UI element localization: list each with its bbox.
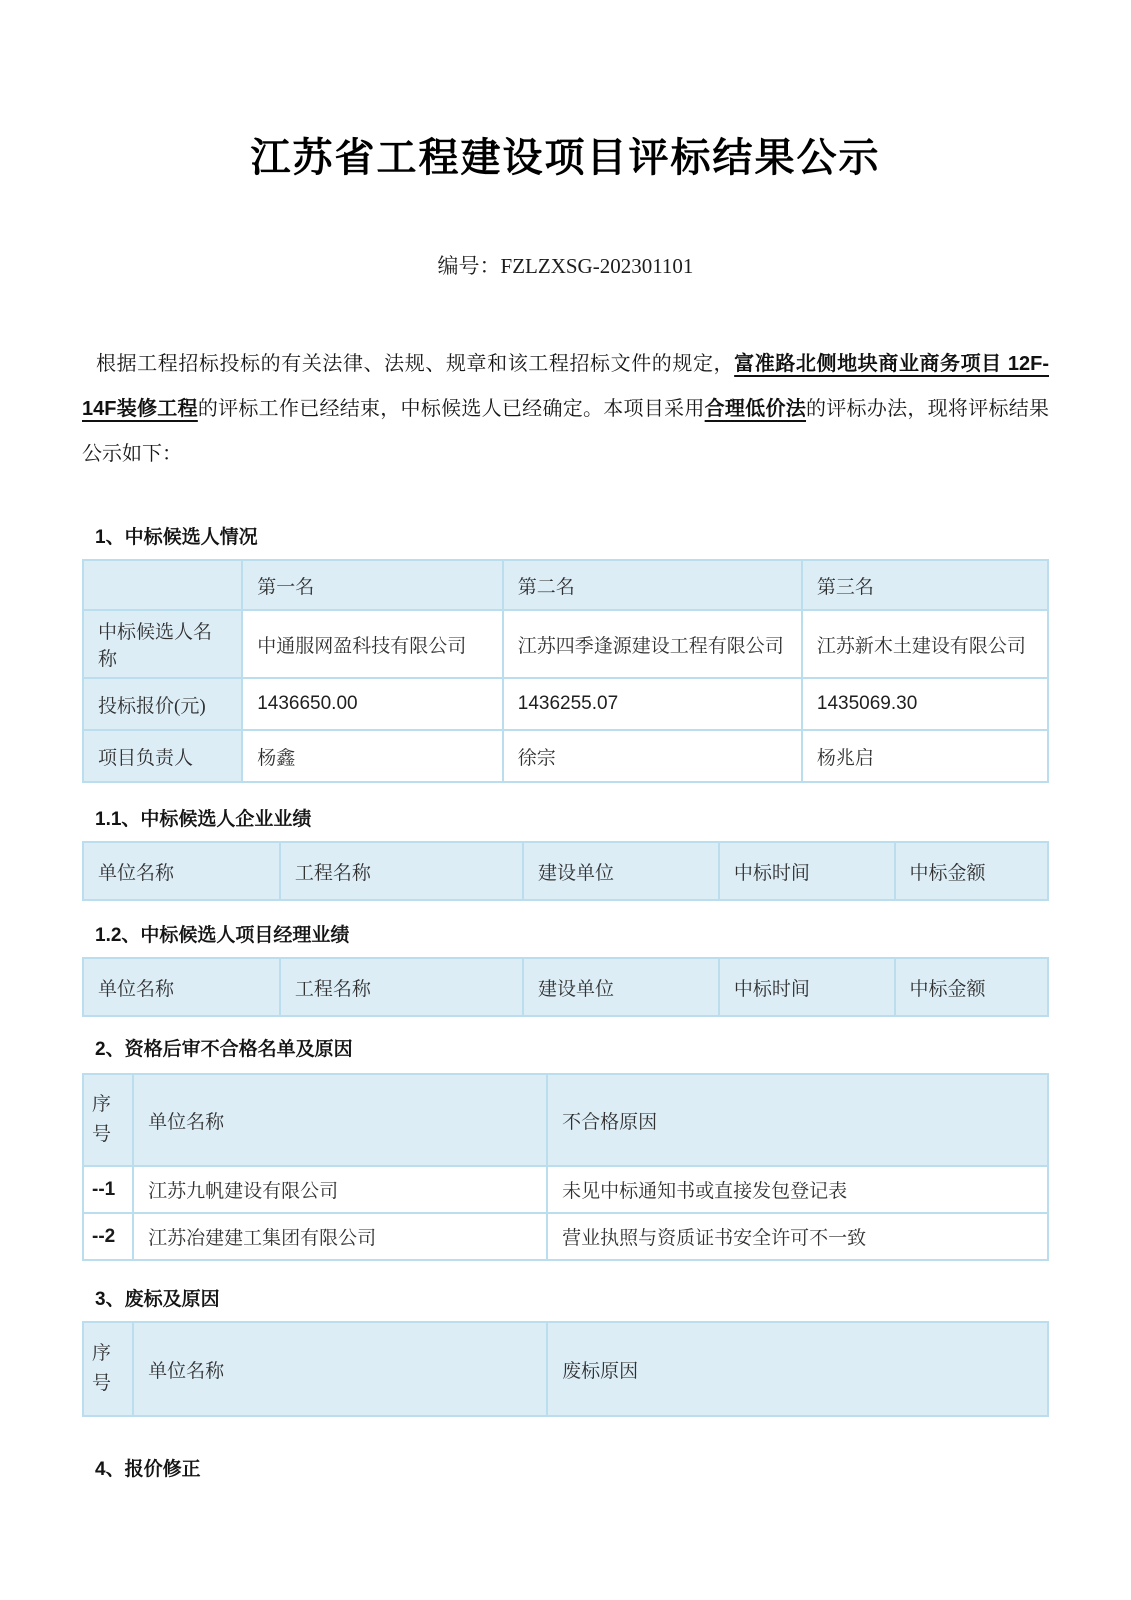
intro-text-3: 的评标办法，现将评标结果公示如下： — [82, 398, 1050, 465]
evaluation-method: 合理低价法 — [704, 398, 807, 420]
rank-3-header: 第三名 — [802, 560, 1048, 610]
page-title: 江苏省工程建设项目评标结果公示 — [250, 135, 881, 180]
table-row-project-managers — [83, 730, 1048, 782]
section-heading-manager-performance: 1.2、中标候选人项目经理业绩 — [95, 925, 350, 946]
candidate-1-manager: 杨鑫 — [242, 730, 503, 782]
col-header-fail-reason: 不合格原因 — [547, 1074, 1048, 1166]
col-header-unit-name: 单位名称 — [133, 1322, 547, 1416]
intro-paragraph — [82, 342, 1049, 477]
project-name: 富准路北侧地块商业商务项目 12F-14F装修工程 — [82, 353, 1050, 420]
table-row-disqualified-1 — [83, 1166, 1048, 1213]
candidate-2-manager: 徐宗 — [503, 730, 802, 782]
doc-number: 编号：FZLZXSG-202301101 — [437, 254, 694, 278]
seq-no: --1 — [83, 1166, 133, 1213]
candidate-3-name: 江苏新木土建设有限公司 — [802, 610, 1048, 678]
disqualified-reason: 营业执照与资质证书安全许可不一致 — [547, 1213, 1048, 1260]
disqualified-company: 江苏九帆建设有限公司 — [133, 1166, 547, 1213]
manager-performance-header-row — [83, 958, 1048, 1016]
table-row-disqualified-2 — [83, 1213, 1048, 1260]
disqualified-reason: 未见中标通知书或直接发包登记表 — [547, 1166, 1048, 1213]
disqualified-header-row — [83, 1074, 1048, 1166]
row-label: 投标报价(元) — [83, 678, 242, 730]
company-performance-table — [82, 841, 1049, 901]
candidates-table — [82, 559, 1049, 783]
rank-1-header: 第一名 — [242, 560, 503, 610]
seq-no: --2 — [83, 1213, 133, 1260]
section-heading-candidates: 1、中标候选人情况 — [95, 527, 258, 548]
candidate-3-price: 1435069.30 — [802, 678, 1048, 730]
rank-2-header: 第二名 — [503, 560, 802, 610]
section-heading-price-correction: 4、报价修正 — [95, 1459, 201, 1480]
row-label: 中标候选人名称 — [83, 610, 242, 678]
table-row-bid-prices — [83, 678, 1048, 730]
intro-text-1: 根据工程招标投标的有关法律、法规、规章和该工程招标文件的规定， — [96, 353, 735, 375]
col-header-award-time: 中标时间 — [719, 842, 895, 900]
company-performance-header-row — [83, 842, 1048, 900]
col-header-seq-no: 序号 — [83, 1322, 133, 1416]
col-header-project-name: 工程名称 — [280, 958, 523, 1016]
col-header-award-time: 中标时间 — [719, 958, 895, 1016]
row-label: 项目负责人 — [83, 730, 242, 782]
section-heading-company-performance: 1.1、中标候选人企业业绩 — [95, 809, 312, 830]
disqualified-table — [82, 1073, 1049, 1261]
section-heading-rejected: 3、废标及原因 — [95, 1289, 220, 1310]
col-header-award-amount: 中标金额 — [895, 842, 1048, 900]
col-header-project-name: 工程名称 — [280, 842, 523, 900]
candidate-3-manager: 杨兆启 — [802, 730, 1048, 782]
col-header-unit-name: 单位名称 — [83, 958, 280, 1016]
rejected-header-row — [83, 1322, 1048, 1416]
candidate-2-price: 1436255.07 — [503, 678, 802, 730]
col-header-construction-unit: 建设单位 — [523, 842, 719, 900]
rejected-bids-table — [82, 1321, 1049, 1417]
candidate-1-name: 中通服网盈科技有限公司 — [242, 610, 503, 678]
col-header-seq-no: 序号 — [83, 1074, 133, 1166]
col-header-rejection-reason: 废标原因 — [547, 1322, 1048, 1416]
col-header-unit-name: 单位名称 — [83, 842, 280, 900]
corner-empty-cell — [83, 560, 242, 610]
table-row-candidate-names — [83, 610, 1048, 678]
col-header-unit-name: 单位名称 — [133, 1074, 547, 1166]
col-header-construction-unit: 建设单位 — [523, 958, 719, 1016]
candidate-1-price: 1436650.00 — [242, 678, 503, 730]
section-heading-disqualified: 2、资格后审不合格名单及原因 — [95, 1039, 353, 1060]
candidate-2-name: 江苏四季逢源建设工程有限公司 — [503, 610, 802, 678]
intro-text-2: 的评标工作已经结束，中标候选人已经确定。本项目采用 — [197, 398, 705, 420]
disqualified-company: 江苏冶建建工集团有限公司 — [133, 1213, 547, 1260]
manager-performance-table — [82, 957, 1049, 1017]
candidates-header-row — [83, 560, 1048, 610]
col-header-award-amount: 中标金额 — [895, 958, 1048, 1016]
